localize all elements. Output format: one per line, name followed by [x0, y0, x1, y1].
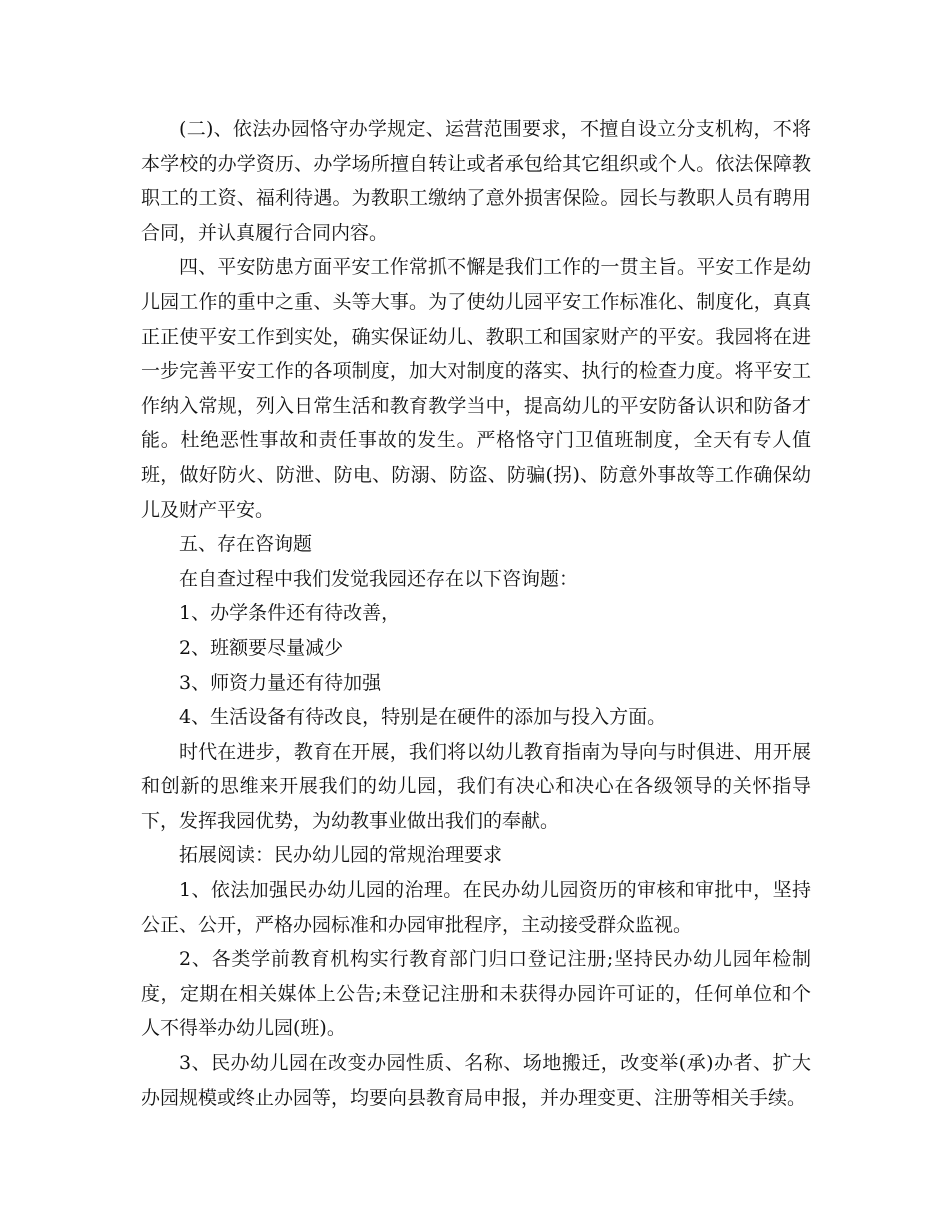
paragraph-self-check-intro: 在自查过程中我们发觉我园还存在以下咨询题：	[179, 567, 579, 590]
list-item-requirement-2: 2、各类学前教育机构实行教育部门归口登记注册;坚持民办幼儿园年检制度，定期在相关媒体上公告;未登记注册和未获得办园许可证的，任何单位和个人不得举办幼儿园(班)。	[141, 948, 811, 1040]
list-item-requirement-3: 3、民办幼儿园在改变办园性质、名称、场地搬迁，改变举(承)办者、扩大办园规模或终止办园等，均要向县教育局申报，并办理变更、注册等相关手续。	[141, 1052, 811, 1109]
list-item-problem-1: 1、办学条件还有待改善，	[179, 602, 401, 625]
document-body	[141, 112, 811, 1115]
list-item-problem-2: 2、班额要尽量减少	[179, 636, 344, 659]
paragraph-legal-operation: (二)、依法办园恪守办学规定、运营范围要求，不擅自设立分支机构，不将本学校的办学资历、办学场所擅自转让或者承包给其它组织或个人。依法保障教职工的工资、福利待遇。为教职工缴纳了意外损害保险。园长与教职人员有聘用合同，并认真履行合同内容。	[141, 118, 811, 244]
list-item-requirement-1: 1、依法加强民办幼儿园的治理。在民办幼儿园资历的审核和审批中，坚持公正、公开，严格办园标准和办园审批程序，主动接受群众监视。	[141, 879, 811, 936]
paragraph-conclusion: 时代在进步，教育在开展，我们将以幼儿教育指南为导向与时俱进、用开展和创新的思维来开展我们的幼儿园，我们有决心和决心在各级领导的关怀指导下，发挥我园优势，为幼教事业做出我们的奉献。	[141, 740, 811, 832]
list-item-problem-3: 3、师资力量还有待加强	[179, 671, 382, 694]
list-item-problem-4: 4、生活设备有待改良，特别是在硬件的添加与投入方面。	[179, 706, 667, 729]
heading-extended-reading: 拓展阅读：民办幼儿园的常规治理要求	[179, 844, 503, 867]
paragraph-safety: 四、平安防患方面平安工作常抓不懈是我们工作的一贯主旨。平安工作是幼儿园工作的重中之重、头等大事。为了使幼儿园平安工作标准化、制度化，真真正正使平安工作到实处，确实保证幼儿、教职工和国家财产的平安。我园将在进一步完善平安工作的各项制度，加大对制度的落实、执行的检查力度。将平安工作纳入常规，列入日常生活和教育教学当中，提高幼儿的平安防备认识和防备才能。杜绝恶性事故和责任事故的发生。严格恪守门卫值班制度，全天有专人值班，做好防火、防泄、防电、防溺、防盗、防骗(拐)、防意外事故等工作确保幼儿及财产平安。	[141, 256, 811, 521]
heading-existing-problems: 五、存在咨询题	[179, 533, 313, 556]
